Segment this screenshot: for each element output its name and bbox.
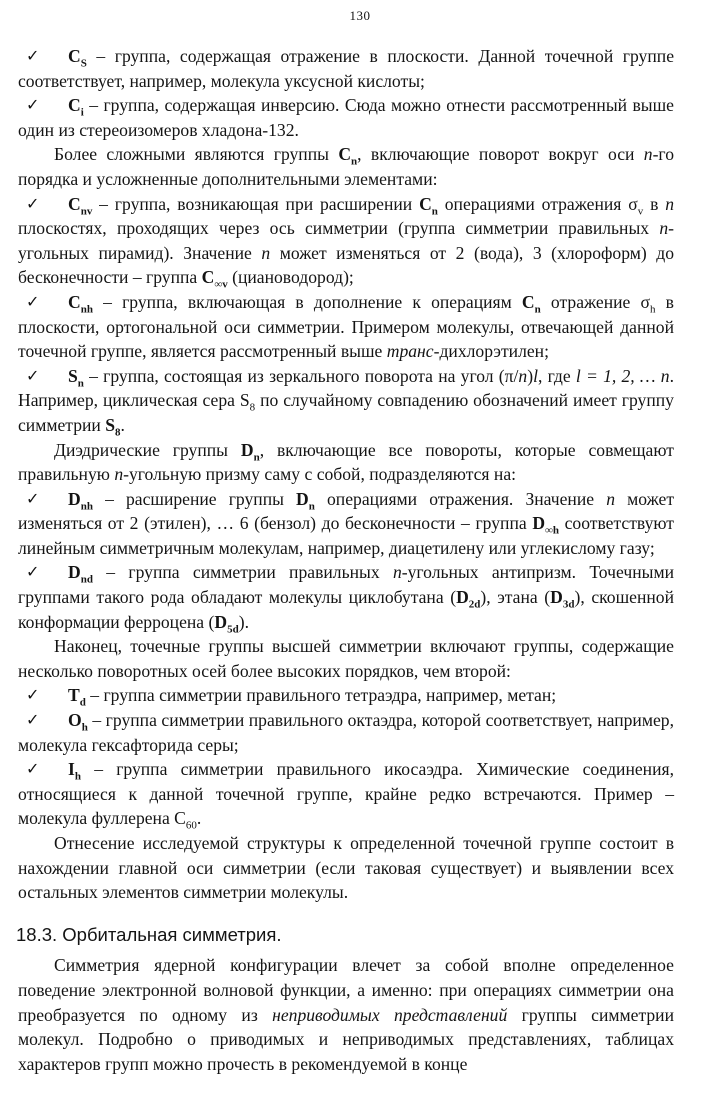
paragraph-orbital: Симметрия ядерной конфигурации влечет за собой вполне определенное поведение электронной волновой функции, а именно: при операциях симметрии она преобразуется по одному из неприводимых представлений группы симметрии молекул. Подробно о приводимых и неприводимых представлениях, таблицах характеров групп можно прочесть в рекомендуемой в конце [18,955,674,1074]
checkmark-icon: ✓ [26,710,40,730]
paragraph-assignment: Отнесение исследуемой структуры к определенной точечной группе состоит в нахождении главной оси симметрии (если таковая существует) и выявлении всех остальных элементов симметрии молекулы. [18,833,674,903]
group-symbol: $C_{nv}$ [68,193,93,218]
section-heading: 18.3. Орбитальная симметрия. [16,923,282,945]
paragraph-cn: Более сложными являются группы $C_n$, включающие поворот вокруг оси n-го порядка и усложненные дополнительными элементами: [18,144,674,189]
paragraph-dn: Диэдрические группы $D_n$, включающие все повороты, которые совмещают правильную n-угольную призму саму с собой, подразделяются на: [18,439,674,485]
list-item-cnv: ✓ $C_{nv}$ – группа, возникающая при расширении $C_n$ операциями отражения $\sigma_v$ в n плоскостях, проходящих через ось симметрии (группа симметрии правильных n-угольных пирамид). Значение n может изменяться от 2 (вода), 3 (хлороформ) до бесконечности – группа $C_{\infty v}$ (циановодород); [18,193,675,291]
group-symbol: $D_{nd}$ [68,562,93,586]
list-item-td: ✓ $T_d$ – группа симметрии правильного тетраэдра, например, метан; [26,685,557,709]
list-item-dnd: ✓ $D_{nd}$ – группа симметрии правильных n-угольных антипризм. Точечными группами такого рода обладают молекулы циклобутана $(D_{2d})$, этана $(D_{3d})$, скошенной конформации ферроцена $(D_{5d})$. [18,562,674,636]
list-item-ih: ✓ $I_h$ – группа симметрии правильного икосаэдра. Химические соединения, относящиеся к данной точечной группе, крайне редко встречаются. Пример – молекула фуллерена $C_{60}$. [18,759,674,832]
checkmark-icon: ✓ [26,291,40,311]
list-item-sn: ✓ $S_n$ – группа, состоящая из зеркального поворота на угол (π/n)l, где l = 1, 2, … n. Например, циклическая сера $S_8$ по случайному совпадению обозначений имеет группу симметрии $S_8$. [18,365,674,439]
group-symbol: $C_S$ [68,46,87,70]
group-symbol: $T_d$ [68,685,86,709]
checkmark-icon: ✓ [26,562,40,582]
list-item-dnh: ✓ $D_{nh}$ – расширение группы $D_n$ операциями отражения. Значение n может изменяться от 2 (этилен), … 6 (бензол) до бесконечности – группа $D_{\infty h}$ соответствуют линейным симметричным молекулам, например, диацетилену или углекислому газу; [18,488,675,558]
group-symbol: $I_h$ [68,759,81,783]
group-symbol: $C_i$ [68,95,84,119]
checkmark-icon: ✓ [26,95,40,115]
paragraph-high-symmetry: Наконец, точечные группы высшей симметрии включают группы, содержащие несколько поворотных осей более высоких порядков, чем второй: [18,636,674,681]
page-number: 130 [349,8,371,23]
group-symbol: $S_n$ [68,365,84,390]
group-symbol: $D_{nh}$ [68,488,93,513]
list-item-cs: ✓ $C_S$ – группа, содержащая отражение в плоскости. Данной точечной группе соответствует, например, молекула уксусной кислоты; [18,46,674,91]
list-item-cnh: ✓ $C_{nh}$ – группа, включающая в дополнение к операциям $C_n$ отражение $\sigma_h$ в плоскости, ортогональной оси симметрии. Примером молекулы, отвечающей данной точечной группе, является рассмотренный выше транс-дихлорэтилен; [18,291,674,362]
checkmark-icon: ✓ [26,759,40,779]
list-item-oh: ✓ $O_h$ – группа симметрии правильного октаэдра, которой соответствует, например, молекула гексафторида серы; [18,710,674,755]
group-symbol: $O_h$ [68,710,88,734]
checkmark-icon: ✓ [26,365,40,385]
group-symbol: $C_{nh}$ [68,291,93,316]
checkmark-icon: ✓ [26,193,40,213]
checkmark-icon: ✓ [26,685,40,705]
checkmark-icon: ✓ [26,46,40,65]
checkmark-icon: ✓ [26,488,40,508]
list-item-ci: ✓ $C_i$ – группа, содержащая инверсию. Сюда можно отнести рассмотренный выше один из стереоизомеров хладона-132. [18,95,674,140]
page-body [18,44,674,1076]
